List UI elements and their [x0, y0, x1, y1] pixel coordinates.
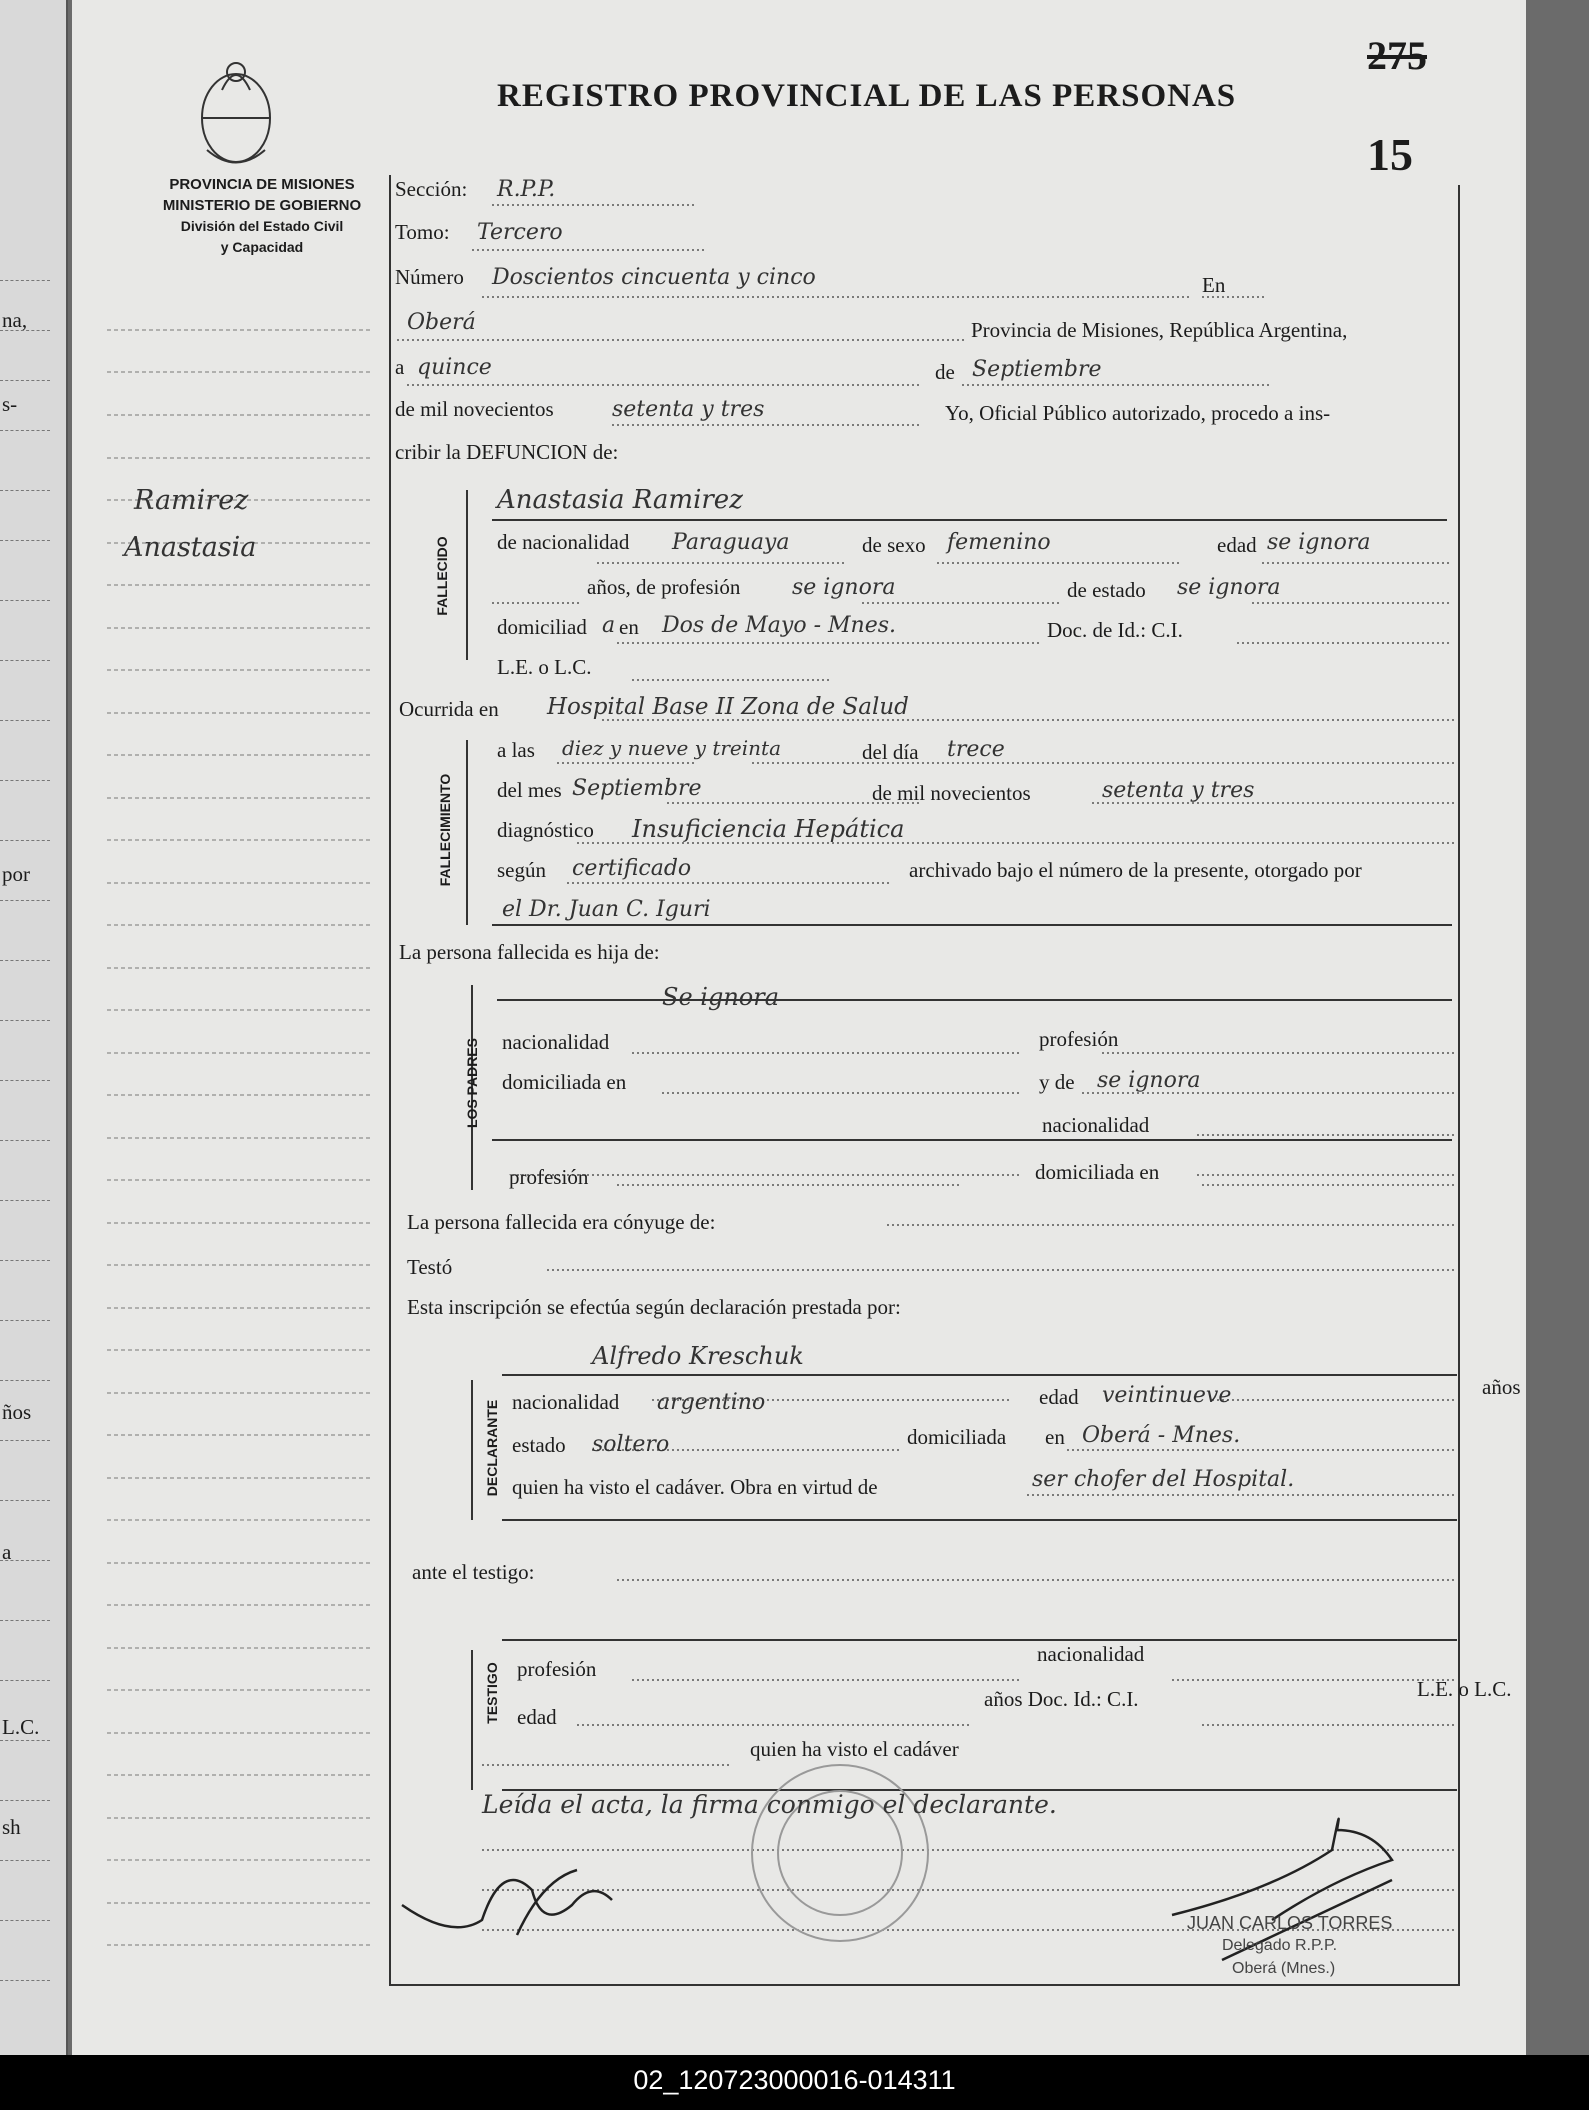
- testigo-section-label: TESTIGO: [484, 1662, 500, 1724]
- en-label: en: [619, 615, 639, 639]
- edad-label: edad: [1217, 533, 1257, 557]
- quien-text: quien ha visto el cadáver. Obra en virtud de: [512, 1475, 878, 1499]
- en-label: En: [1202, 273, 1226, 297]
- en-label: en: [1045, 1425, 1065, 1449]
- medico-value: el Dr. Juan C. Iguri: [502, 897, 711, 922]
- numero-label: Número: [395, 265, 464, 289]
- ocurrida-label: Ocurrida en: [399, 697, 499, 721]
- prev-page-fragment: por: [2, 862, 30, 886]
- year-value: setenta y tres: [612, 397, 765, 422]
- sexo-value: femenino: [947, 530, 1051, 555]
- nacionalidad-label: nacionalidad: [512, 1390, 620, 1414]
- sexo-label: de sexo: [862, 533, 926, 557]
- archivado-text: archivado bajo el número de la presente, otorgado por: [909, 858, 1362, 882]
- quien-text: quien ha visto el cadáver: [750, 1737, 959, 1761]
- tomo-label: Tomo:: [395, 220, 450, 244]
- virtud-value: ser chofer del Hospital.: [1032, 1467, 1295, 1492]
- prev-page-fragment: ños: [2, 1400, 32, 1424]
- declarante-intro: Esta inscripción se efectúa según declaración prestada por:: [407, 1295, 901, 1319]
- oficial-text: Yo, Oficial Público autorizado, procedo a ins-: [945, 401, 1331, 425]
- prev-page-fragment: L.C.: [2, 1715, 40, 1739]
- anio-value: setenta y tres: [1102, 778, 1255, 803]
- register-page: [72, 0, 1526, 2055]
- place-value: Oberá: [407, 310, 476, 335]
- closing-text: Leída el acta, la firma conmigo el declarante.: [482, 1790, 1057, 1819]
- a-las-label: a las: [497, 738, 535, 762]
- profesion-value: se ignora: [792, 575, 896, 600]
- declarante-name: Alfredo Kreschuk: [592, 1342, 804, 1370]
- estado-value: se ignora: [1177, 575, 1281, 600]
- fallecido-section-label: FALLECIDO: [434, 536, 450, 616]
- office-line: División del Estado Civil: [180, 218, 344, 234]
- deceased-name: Anastasia Ramirez: [497, 485, 743, 515]
- a-label: a: [395, 355, 405, 379]
- numero-value: Doscientos cincuenta y cinco: [492, 265, 816, 290]
- stamp-title: Delegado R.P.P.: [1222, 1937, 1338, 1954]
- domiciliad-label: domiciliad: [497, 615, 587, 639]
- domiciliada2-label: domiciliada en: [1035, 1160, 1160, 1184]
- estado-value: soltero: [592, 1432, 670, 1457]
- inscribir-text: cribir la DEFUNCION de:: [395, 440, 619, 464]
- testo-label: Testó: [407, 1255, 453, 1279]
- dia-label: del día: [862, 740, 919, 764]
- prev-page-fragment: sh: [2, 1815, 21, 1839]
- mes-value: Septiembre: [572, 776, 702, 801]
- tomo-value: Tercero: [477, 220, 563, 245]
- prev-page-fragment: s-: [2, 392, 18, 416]
- margin-surname: Ramirez: [134, 485, 249, 516]
- diagnostico-label: diagnóstico: [497, 818, 594, 842]
- edad-label: edad: [517, 1705, 557, 1729]
- seccion-label: Sección:: [395, 177, 468, 201]
- profesion2-label: profesión: [509, 1165, 589, 1189]
- hora-value: diez y nueve y treinta: [562, 736, 782, 760]
- conyuge-label: La persona fallecida era cónyuge de:: [407, 1210, 716, 1234]
- le-lc-label: L.E. o L.C.: [1417, 1677, 1512, 1701]
- domicilio-value: Oberá - Mnes.: [1082, 1423, 1241, 1448]
- estado-label: estado: [512, 1433, 566, 1457]
- mes-label: del mes: [497, 778, 562, 802]
- stamp-place: Oberá (Mnes.): [1232, 1960, 1336, 1977]
- scan-footer: [0, 2055, 1589, 2110]
- margin-given-name: Anastasia: [124, 532, 257, 563]
- death-certificate-form: [72, 0, 1526, 2055]
- provincia-text: Provincia de Misiones, República Argentina,: [971, 318, 1348, 342]
- y-de-label: y de: [1039, 1070, 1075, 1094]
- domiciliada-label: domiciliada en: [502, 1070, 627, 1094]
- mil-novecientos-label: de mil novecientos: [872, 781, 1031, 805]
- nacionalidad-value: argentino: [657, 1390, 766, 1415]
- office-line: y Capacidad: [220, 239, 304, 255]
- old-folio-number: 275: [1367, 33, 1427, 78]
- fallecimiento-section-label: FALLECIMIENTO: [437, 773, 453, 887]
- estado-label: de estado: [1067, 578, 1146, 602]
- de-label: de: [935, 360, 955, 384]
- scan-caption: 02_120723000016-014311: [633, 2065, 956, 2095]
- page-title: REGISTRO PROVINCIAL DE LAS PERSONAS: [497, 78, 1237, 114]
- prev-page-fragment: a: [2, 1540, 12, 1564]
- padre-value: Se ignora: [662, 983, 779, 1011]
- domicilio-value: Dos de Mayo - Mnes.: [662, 613, 896, 638]
- nacionalidad-label: nacionalidad: [1037, 1642, 1145, 1666]
- month-value: Septiembre: [972, 357, 1102, 382]
- doc-id-label: Doc. de Id.: C.I.: [1047, 618, 1183, 642]
- profesion-label: profesión: [517, 1657, 597, 1681]
- seccion-value: R.P.P.: [497, 177, 556, 202]
- nacionalidad-label: nacionalidad: [502, 1030, 610, 1054]
- edad-label: edad: [1039, 1385, 1079, 1409]
- domiciliad-suffix: a: [602, 613, 616, 638]
- padres-intro: La persona fallecida es hija de:: [399, 940, 660, 964]
- edad-value: veintinueve: [1102, 1383, 1232, 1408]
- madre-value: se ignora: [1097, 1068, 1201, 1093]
- ocurrida-value: Hospital Base II Zona de Salud: [547, 694, 909, 720]
- nacionalidad-value: Paraguaya: [672, 530, 790, 555]
- padres-section-label: LOS PADRES: [464, 1038, 480, 1128]
- anos-doc-label: años Doc. Id.: C.I.: [984, 1687, 1139, 1711]
- testigo-intro: ante el testigo:: [412, 1560, 535, 1584]
- segun-value: certificado: [572, 856, 692, 881]
- day-value: quince: [417, 355, 492, 380]
- anos-label: años: [1482, 1375, 1521, 1399]
- le-lc-label: L.E. o L.C.: [497, 655, 592, 679]
- office-line: MINISTERIO DE GOBIERNO: [162, 197, 362, 214]
- mil-novecientos-label: de mil novecientos: [395, 397, 554, 421]
- declarante-section-label: DECLARANTE: [484, 1399, 500, 1497]
- segun-label: según: [497, 858, 546, 882]
- previous-page-edge: [0, 0, 68, 2055]
- diagnostico-value: Insuficiencia Hepática: [632, 815, 905, 843]
- stamp-name: JUAN CARLOS TORRES: [1187, 1913, 1393, 1933]
- office-line: PROVINCIA DE MISIONES: [169, 176, 355, 193]
- profesion-label: profesión: [1039, 1027, 1119, 1051]
- prev-page-fragment: na,: [2, 308, 28, 332]
- folio-number: 15: [1367, 129, 1413, 180]
- dia-value: trece: [947, 737, 1005, 762]
- edad-value: se ignora: [1267, 530, 1371, 555]
- domiciliada-label: domiciliada: [907, 1425, 1007, 1449]
- issuing-office: [142, 174, 382, 258]
- anos-profesion-label: años, de profesión: [587, 575, 741, 599]
- nacionalidad2-label: nacionalidad: [1042, 1113, 1150, 1137]
- nacionalidad-label: de nacionalidad: [497, 530, 630, 554]
